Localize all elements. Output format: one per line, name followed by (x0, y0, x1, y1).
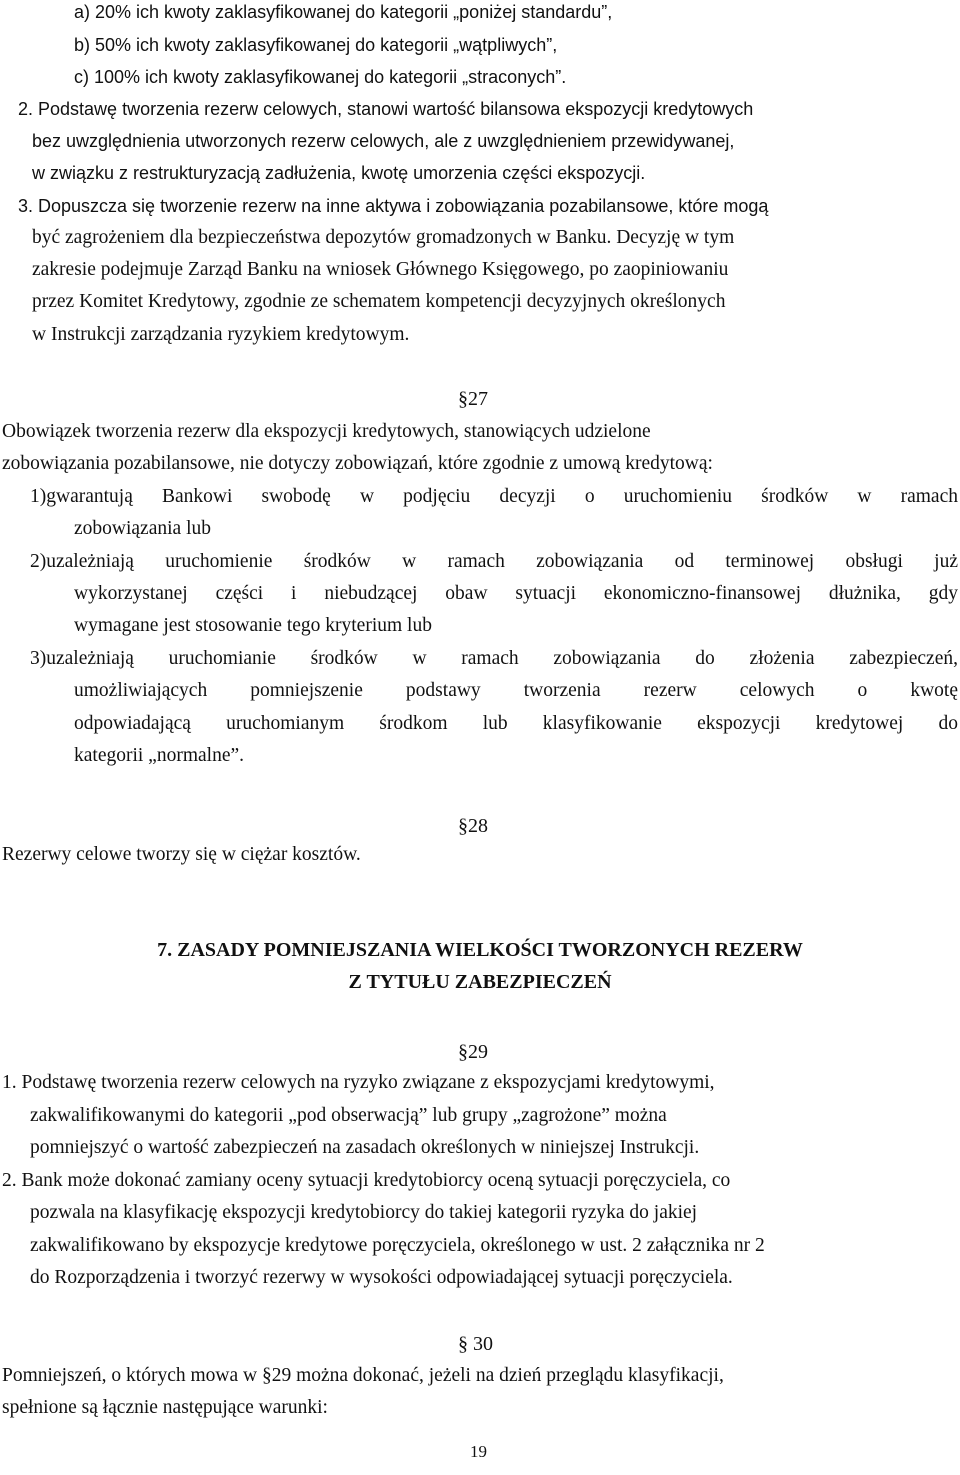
sec27-item-1-line-1: 1)gwarantują Bankowi swobodę w podjęciu decyzji o uruchomieniu środków w ramach (30, 486, 958, 507)
sec29-p2-line-3: zakwalifikowano by ekspozycje kredytowe poręczyciela, określonego w ust. 2 załącznika nr 2 (30, 1235, 765, 1256)
point-3-line-1: 3. Dopuszcza się tworzenie rezerw na inne aktywa i zobowiązania pozabilansowe, które mogą (18, 196, 769, 216)
point-2-line-2: bez uwzględnienia utworzonych rezerw celowych, ale z uwzględnieniem przewidywanej, (32, 131, 735, 151)
sec30-line-1: Pomniejszeń, o których mowa w §29 można dokonać, jeżeli na dzień przeglądu klasyfikacji, (2, 1365, 724, 1386)
sec27-item-3-line-1: 3)uzależniają uruchomianie środków w ramach zobowiązania do złożenia zabezpieczeń, (30, 648, 958, 669)
sec27-item-1-line-2: zobowiązania lub (74, 518, 211, 539)
list-item-c: c) 100% ich kwoty zaklasyfikowanej do kategorii „straconych”. (74, 67, 567, 87)
sec27-intro-line-2: zobowiązania pozabilansowe, nie dotyczy zobowiązań, które zgodnie z umową kredytową: (2, 453, 713, 474)
sec27-item-2-line-2: wykorzystanej części i niebudzącej obaw sytuacji ekonomiczno-finansowej dłużnika, gdy (74, 583, 958, 604)
sec28-text: Rezerwy celowe tworzy się w ciężar kosztów. (2, 844, 361, 865)
section-heading-28: §28 (458, 815, 488, 837)
point-3-line-5: w Instrukcji zarządzania ryzykiem kredytowym. (32, 324, 410, 345)
point-3-line-2: być zagrożeniem dla bezpieczeństwa depozytów gromadzonych w Banku. Decyzję w tym (32, 227, 735, 248)
sec27-item-2-line-3: wymagane jest stosowanie tego kryterium lub (74, 615, 432, 636)
section-heading-29: §29 (458, 1041, 488, 1063)
sec27-item-3-line-4: kategorii „normalne”. (74, 745, 245, 766)
point-2-line-1: 2. Podstawę tworzenia rezerw celowych, stanowi wartość bilansowa ekspozycji kredytowych (18, 99, 754, 119)
sec29-p1-line-3: pomniejszyć o wartość zabezpieczeń na zasadach określonych w niniejszej Instrukcji. (30, 1137, 700, 1158)
page-number: 19 (470, 1442, 487, 1461)
sec29-p2-line-1: 2. Bank może dokonać zamiany oceny sytuacji kredytobiorcy oceną sytuacji poręczyciela, co (2, 1170, 731, 1191)
sec27-item-3-line-3: odpowiadającą uruchomianym środkom lub klasyfikowanie ekspozycji kredytowej do (74, 713, 958, 734)
sec30-line-2: spełnione są łącznie następujące warunki: (2, 1397, 328, 1418)
sec29-p2-line-2: pozwala na klasyfikację ekspozycji kredytobiorcy do takiej kategorii ryzyka do jakiej (30, 1202, 698, 1223)
point-2-line-3: w związku z restrukturyzacją zadłużenia, kwotę umorzenia części ekspozycji. (32, 163, 646, 183)
section-heading-27: §27 (458, 388, 488, 410)
chapter-heading-line-1: 7. ZASADY POMNIEJSZANIA WIELKOŚCI TWORZONYCH REZERW (157, 939, 803, 961)
sec27-item-2-line-1: 2)uzależniają uruchomienie środków w ramach zobowiązania od terminowej obsługi już (30, 551, 958, 572)
point-3-line-4: przez Komitet Kredytowy, zgodnie ze schematem kompetencji decyzyjnych określonych (32, 291, 726, 312)
point-3-line-3: zakresie podejmuje Zarząd Banku na wniosek Głównego Księgowego, po zaopiniowaniu (32, 259, 729, 280)
sec29-p1-line-2: zakwalifikowanymi do kategorii „pod obserwacją” lub grupy „zagrożone” można (30, 1105, 667, 1126)
sec27-intro-line-1: Obowiązek tworzenia rezerw dla ekspozycji kredytowych, stanowiących udzielone (2, 421, 651, 442)
sec29-p2-line-4: do Rozporządzenia i tworzyć rezerwy w wysokości odpowiadającej sytuacji poręczyciela. (30, 1267, 733, 1288)
chapter-heading-line-2: Z TYTUŁU ZABEZPIECZEŃ (348, 971, 612, 993)
sec29-p1-line-1: 1. Podstawę tworzenia rezerw celowych na ryzyko związane z ekspozycjami kredytowymi, (2, 1072, 715, 1093)
section-heading-30: § 30 (458, 1333, 493, 1355)
list-item-a: a) 20% ich kwoty zaklasyfikowanej do kategorii „poniżej standardu”, (74, 2, 613, 22)
sec27-item-3-line-2: umożliwiających pomniejszenie podstawy tworzenia rezerw celowych o kwotę (74, 680, 958, 701)
list-item-b: b) 50% ich kwoty zaklasyfikowanej do kategorii „wątpliwych”, (74, 35, 558, 55)
